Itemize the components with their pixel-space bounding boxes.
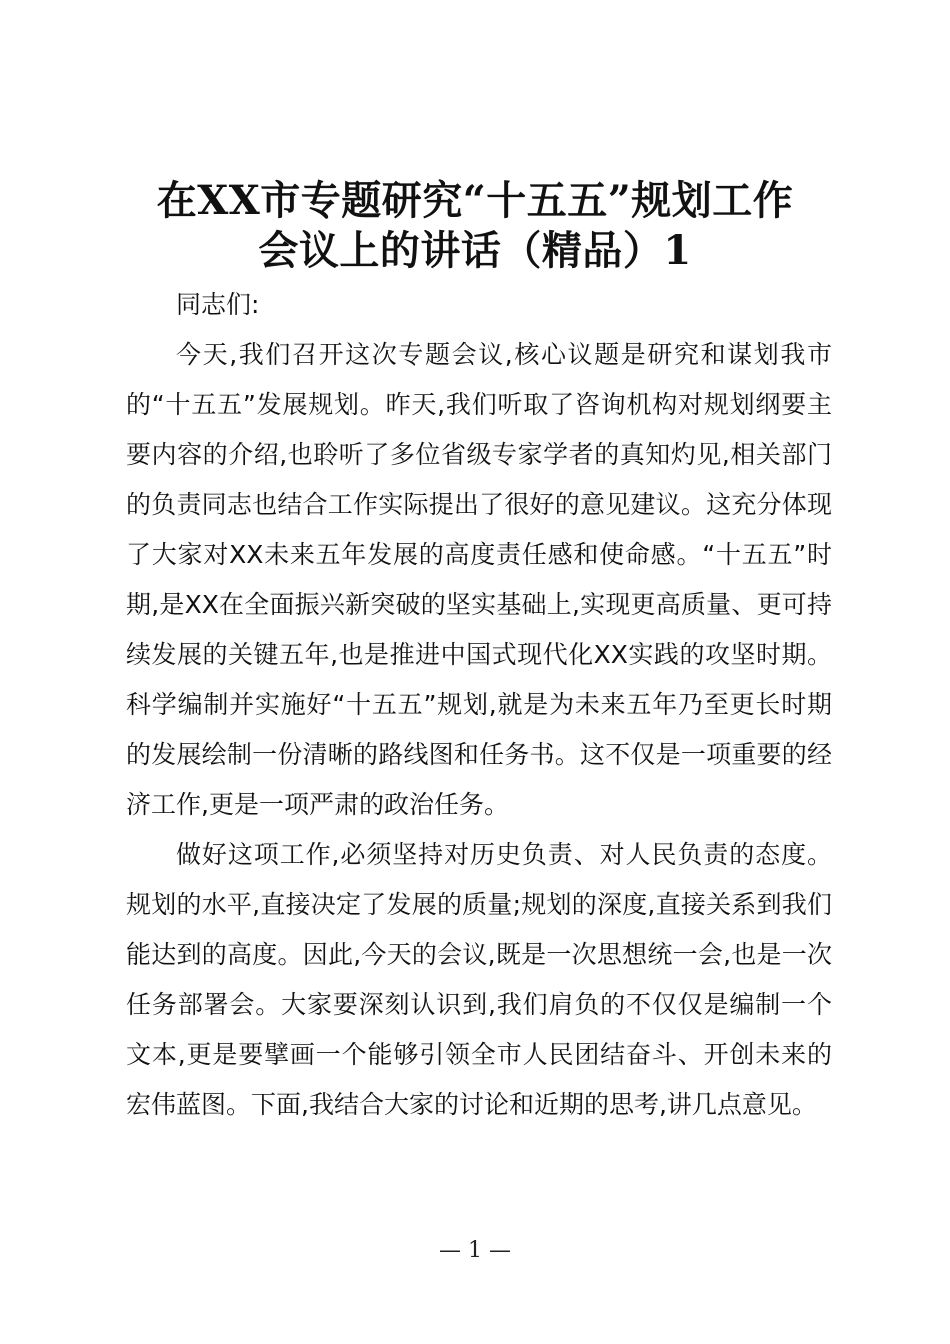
paragraph-1: 今天,我们召开这次专题会议,核心议题是研究和谋划我市的“十五五”发展规划。昨天,我们听取了咨询机构对规划纲要主要内容的介绍,也聆听了多位省级专家学者的真知灼见,相关部门的负责同志也结合工作实际提出了很好的意见建议。这充分体现了大家对XX未来五年发展的高度责任感和使命感。“十五五”时期,是XX在全面振兴新突破的坚实基础上,实现更高质量、更可持续发展的关键五年,也是推进中国式现代化XX实践的攻坚时期。科学编制并实施好“十五五”规划,就是为未来五年乃至更长时期的发展绘制一份清晰的路线图和任务书。这不仅是一项重要的经济工作,更是一项严肃的政治任务。 xyxy=(126,340,832,819)
salutation: 同志们: xyxy=(176,290,260,319)
paragraph-2: 做好这项工作,必须坚持对历史负责、对人民负责的态度。规划的水平,直接决定了发展的质量;规划的深度,直接关系到我们能达到的高度。因此,今天的会议,既是一次思想统一会,也是一次任务部署会。大家要深刻认识到,我们肩负的不仅仅是编制一个文本,更是要擘画一个能够引领全市人民团结奋斗、开创未来的宏伟蓝图。下面,我结合大家的讨论和近期的思考,讲几点意见。 xyxy=(126,840,832,1119)
document-body xyxy=(126,280,832,1130)
page-number: — 1 — xyxy=(439,1238,511,1263)
title-line-1: 在XX市专题研究“十五五”规划工作 xyxy=(156,177,794,224)
document-title xyxy=(100,176,850,276)
title-line-2: 会议上的讲话（精品）1 xyxy=(258,227,692,274)
